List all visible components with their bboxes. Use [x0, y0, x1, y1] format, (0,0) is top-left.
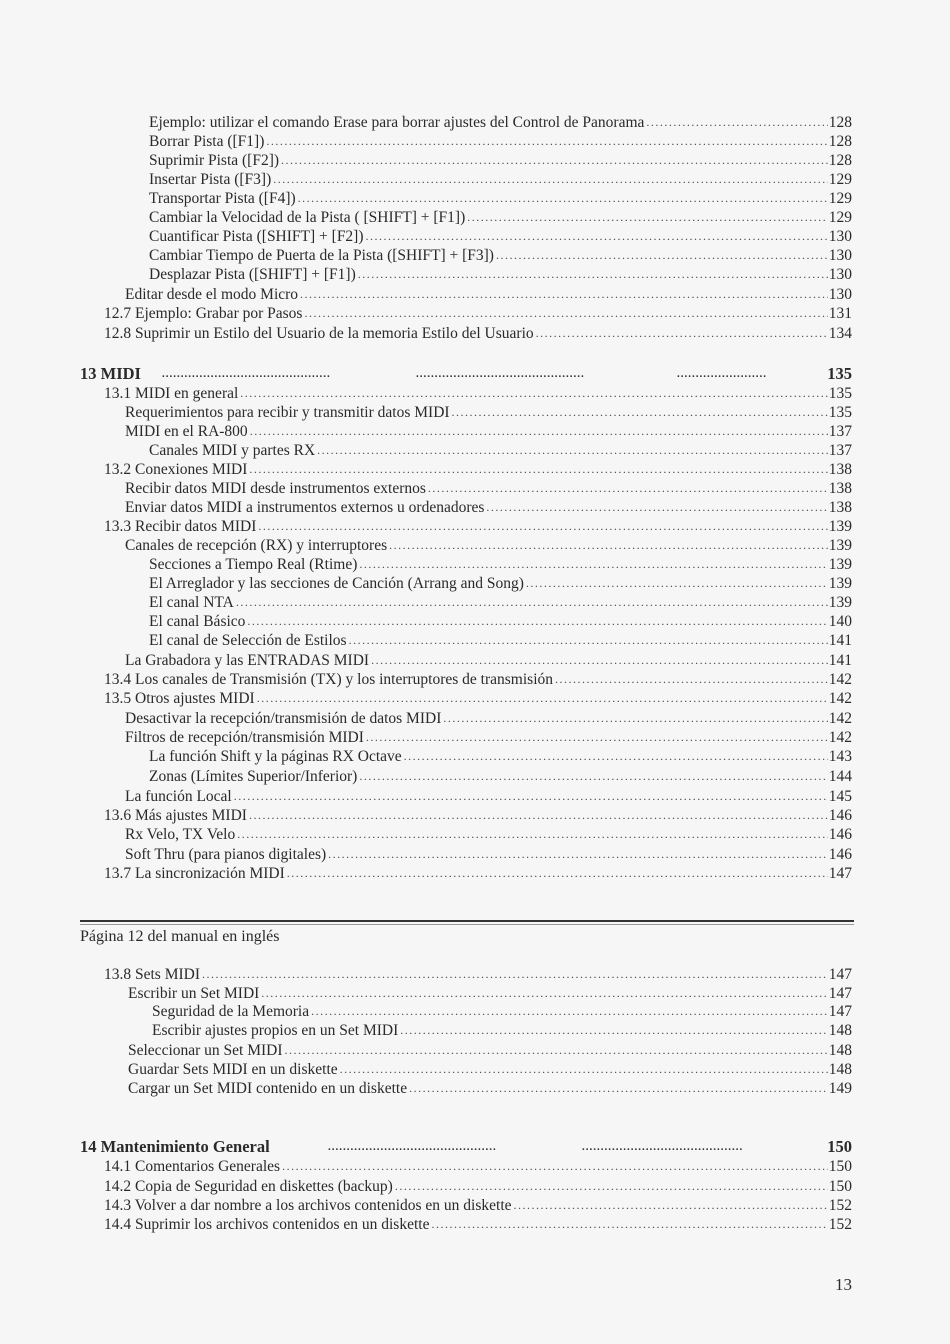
- toc-leader: [285, 1041, 828, 1060]
- toc-entry-title: La función Local: [125, 788, 232, 805]
- toc-entry: [125, 285, 852, 304]
- toc-entry-page: 137: [828, 423, 852, 440]
- toc-entry-page: 139: [828, 594, 852, 611]
- chapter-page: 135: [827, 364, 852, 383]
- toc-entry: [104, 384, 852, 403]
- toc-entry-title: 13.5 Otros ajustes MIDI: [104, 690, 255, 707]
- chapter-heading: [80, 364, 852, 384]
- toc-entry: [149, 574, 852, 593]
- toc-leader: [234, 787, 828, 806]
- toc-entry-title: 13.1 MIDI en general: [104, 385, 239, 402]
- toc-entry-title: Canales MIDI y partes RX: [149, 442, 316, 459]
- toc-leader: [400, 1021, 828, 1040]
- chapter-leader: ...........................................: [582, 1141, 744, 1153]
- toc-entry-title: Seleccionar un Set MIDI: [128, 1042, 283, 1059]
- toc-entry: [149, 593, 852, 612]
- toc-entry-page: 152: [828, 1216, 852, 1233]
- toc-leader: [395, 1177, 828, 1196]
- toc-entry: [104, 670, 852, 689]
- toc-entry: [125, 787, 852, 806]
- toc-entry-page: 142: [828, 690, 852, 707]
- toc-leader: [266, 132, 827, 151]
- toc-leader: [431, 1215, 827, 1234]
- toc-entry-page: 147: [828, 865, 852, 882]
- toc-entry: [149, 747, 852, 766]
- toc-entry: [125, 825, 852, 844]
- toc-entry: [149, 170, 852, 189]
- toc-entry-title: Rx Velo, TX Velo: [125, 826, 236, 843]
- toc-entry-title: El canal de Selección de Estilos: [149, 632, 347, 649]
- toc-entry-title: Desactivar la recepción/transmisión de datos MIDI: [125, 710, 442, 727]
- toc-entry-title: Requerimientos para recibir y transmitir datos MIDI: [125, 404, 450, 421]
- toc-leader: [300, 285, 828, 304]
- toc-entry-page: 142: [828, 710, 852, 727]
- toc-leader: [486, 498, 827, 517]
- toc-leader: [514, 1196, 828, 1215]
- toc-leader: [340, 1060, 828, 1079]
- toc-leader: [358, 265, 828, 284]
- toc-entry-page: 142: [828, 729, 852, 746]
- toc-leader: [428, 479, 828, 498]
- toc-entry-page: 150: [828, 1178, 852, 1195]
- toc-entry-title: 13.4 Los canales de Transmisión (TX) y los interruptores de transmisión: [104, 671, 554, 688]
- toc-entry-title: La Grabadora y las ENTRADAS MIDI: [125, 652, 370, 669]
- toc-entry-page: 129: [828, 209, 852, 226]
- toc-entry: [149, 132, 852, 151]
- toc-leader: [273, 170, 828, 189]
- toc-leader: [282, 1157, 828, 1176]
- toc-entry-title: Transportar Pista ([F4]): [149, 190, 296, 207]
- divider: [80, 920, 854, 922]
- toc-leader: [555, 670, 828, 689]
- toc-entry: [104, 304, 852, 323]
- toc-entry-title: 12.7 Ejemplo: Grabar por Pasos: [104, 305, 303, 322]
- toc-entry: [104, 806, 852, 825]
- toc-entry: [104, 965, 852, 984]
- toc-entry: [149, 631, 852, 650]
- toc-entry-page: 138: [828, 499, 852, 516]
- toc-leader: [536, 324, 828, 343]
- toc-entry: [149, 189, 852, 208]
- toc-entry: [104, 517, 852, 536]
- toc-leader: [366, 728, 828, 747]
- toc-leader: [250, 422, 828, 441]
- chapter-leader: .............................................: [416, 368, 585, 380]
- toc-entry-title: Suprimir Pista ([F2]): [149, 152, 280, 169]
- toc-entry-page: 148: [828, 1022, 852, 1039]
- toc-entry: [125, 403, 852, 422]
- toc-entry-page: 139: [828, 518, 852, 535]
- toc-entry: [149, 555, 852, 574]
- manual-page-note: Página 12 del manual en inglés: [80, 928, 280, 945]
- toc-entry-title: Secciones a Tiempo Real (Rtime): [149, 556, 358, 573]
- toc-entry: [125, 845, 852, 864]
- toc-leader: [287, 864, 828, 883]
- toc-entry: [128, 1041, 852, 1060]
- toc-entry: [149, 612, 852, 631]
- toc-entry-title: Guardar Sets MIDI en un diskette: [128, 1061, 338, 1078]
- toc-entry: [149, 151, 852, 170]
- toc-entry: [149, 441, 852, 460]
- toc-entry-title: Cambiar Tiempo de Puerta de la Pista ([SHIFT] + [F3]): [149, 247, 494, 264]
- toc-leader: [467, 208, 828, 227]
- toc-entry-page: 152: [828, 1197, 852, 1214]
- toc-leader: [371, 651, 828, 670]
- toc-leader: [247, 612, 827, 631]
- toc-entry-page: 144: [828, 768, 852, 785]
- toc-entry-title: Soft Thru (para pianos digitales): [125, 846, 327, 863]
- toc-entry-title: 13.2 Conexiones MIDI: [104, 461, 248, 478]
- toc-entry-title: El canal NTA: [149, 594, 234, 611]
- toc-entry: [104, 460, 852, 479]
- toc-leader: [452, 403, 828, 422]
- toc-entry: [125, 709, 852, 728]
- toc-entry-title: Editar desde el modo Micro: [125, 286, 299, 303]
- toc-entry: [128, 1079, 852, 1098]
- chapter-page: 150: [827, 1137, 852, 1156]
- toc-entry-title: Insertar Pista ([F3]): [149, 171, 272, 188]
- chapter-title: 13 MIDI: [80, 364, 141, 383]
- toc-entry-page: 142: [828, 671, 852, 688]
- toc-entry-title: 13.8 Sets MIDI: [104, 966, 201, 983]
- toc-entry-title: MIDI en el RA-800: [125, 423, 248, 440]
- toc-entry: [149, 246, 852, 265]
- toc-leader: [249, 460, 827, 479]
- toc-entry: [128, 984, 852, 1003]
- toc-entry-page: 145: [828, 788, 852, 805]
- toc-entry: [104, 324, 852, 343]
- toc-entry: [104, 1196, 852, 1215]
- toc-entry: [104, 1215, 852, 1234]
- toc-entry: [125, 422, 852, 441]
- toc-entry-page: 141: [828, 652, 852, 669]
- toc-entry: [149, 767, 852, 786]
- toc-entry-page: 135: [828, 385, 852, 402]
- toc-entry-page: 130: [828, 247, 852, 264]
- chapter-leader: ........................: [677, 368, 767, 380]
- toc-leader: [249, 806, 828, 825]
- toc-entry-title: Seguridad de la Memoria: [152, 1003, 310, 1020]
- toc-entry-title: Cambiar la Velocidad de la Pista ( [SHIFT] + [F1]): [149, 209, 466, 226]
- toc-entry-title: Desplazar Pista ([SHIFT] + [F1]): [149, 266, 356, 283]
- divider: [80, 924, 854, 925]
- toc-entry-title: 13.6 Más ajustes MIDI: [104, 807, 247, 824]
- toc-entry: [104, 1157, 852, 1176]
- chapter-leader: .............................................: [162, 368, 331, 380]
- toc-entry-page: 139: [828, 575, 852, 592]
- toc-leader: [646, 113, 827, 132]
- toc-entry: [104, 864, 852, 883]
- toc-entry-page: 148: [828, 1061, 852, 1078]
- toc-entry: [149, 208, 852, 227]
- toc-entry-title: Escribir ajustes propios en un Set MIDI: [152, 1022, 399, 1039]
- toc-leader: [349, 631, 828, 650]
- toc-entry-page: 141: [828, 632, 852, 649]
- toc-leader: [443, 709, 827, 728]
- toc-entry-page: 137: [828, 442, 852, 459]
- toc-entry: [125, 728, 852, 747]
- chapter-title: 14 Mantenimiento General: [80, 1137, 270, 1156]
- toc-entry-title: 14.3 Volver a dar nombre a los archivos contenidos en un diskette: [104, 1197, 512, 1214]
- toc-entry-title: 13.3 Recibir datos MIDI: [104, 518, 257, 535]
- toc-leader: [261, 984, 827, 1003]
- toc-entry-title: 14.1 Comentarios Generales: [104, 1158, 281, 1175]
- toc-entry-title: El canal Básico: [149, 613, 246, 630]
- toc-entry-title: Recibir datos MIDI desde instrumentos externos: [125, 480, 426, 497]
- toc-leader: [258, 517, 827, 536]
- toc-entry-page: 130: [828, 286, 852, 303]
- toc-entry-title: 14.2 Copia de Seguridad en diskettes (backup): [104, 1178, 393, 1195]
- toc-entry-page: 149: [828, 1080, 852, 1097]
- page-number: 13: [835, 1275, 852, 1294]
- toc-entry: [104, 1177, 852, 1196]
- toc-leader: [236, 593, 828, 612]
- toc-entry-title: Borrar Pista ([F1]): [149, 133, 265, 150]
- toc-leader: [304, 304, 827, 323]
- toc-entry-title: El Arreglador y las secciones de Canción (Arrang and Song): [149, 575, 524, 592]
- toc-entry: [149, 227, 852, 246]
- toc-entry-page: 147: [828, 966, 852, 983]
- toc-leader: [389, 536, 828, 555]
- toc-entry-title: 13.7 La sincronización MIDI: [104, 865, 285, 882]
- toc-entry-title: 14.4 Suprimir los archivos contenidos en un diskette: [104, 1216, 430, 1233]
- toc-entry-page: 139: [828, 556, 852, 573]
- toc-entry-page: 147: [828, 985, 852, 1002]
- toc-leader: [328, 845, 828, 864]
- toc-leader: [240, 384, 827, 403]
- toc-entry-page: 128: [828, 114, 852, 131]
- toc-entry-title: Cargar un Set MIDI contenido en un diskette: [128, 1080, 408, 1097]
- toc-leader: [409, 1079, 828, 1098]
- toc-entry-page: 146: [828, 846, 852, 863]
- toc-leader: [311, 1002, 828, 1021]
- toc-entry-page: 143: [828, 748, 852, 765]
- toc-leader: [298, 189, 828, 208]
- toc-leader: [237, 825, 828, 844]
- toc-leader: [404, 747, 828, 766]
- toc-entry: [125, 498, 852, 517]
- toc-entry-page: 139: [828, 537, 852, 554]
- toc-leader: [257, 689, 828, 708]
- toc-entry-page: 138: [828, 461, 852, 478]
- toc-leader: [317, 441, 828, 460]
- toc-entry-page: 148: [828, 1042, 852, 1059]
- toc-entry: [104, 689, 852, 708]
- toc-entry: [125, 651, 852, 670]
- toc-entry-title: 12.8 Suprimir un Estilo del Usuario de la memoria Estilo del Usuario: [104, 325, 534, 342]
- toc-entry-title: Filtros de recepción/transmisión MIDI: [125, 729, 364, 746]
- toc-entry: [125, 536, 852, 555]
- toc-entry-page: 129: [828, 190, 852, 207]
- toc-leader: [359, 555, 827, 574]
- toc-leader: [526, 574, 828, 593]
- chapter-leader: .............................................: [328, 1141, 497, 1153]
- toc-entry-page: 147: [828, 1003, 852, 1020]
- toc-entry-page: 146: [828, 807, 852, 824]
- toc-leader: [359, 767, 827, 786]
- toc-entry: [125, 479, 852, 498]
- toc-entry-title: Cuantificar Pista ([SHIFT] + [F2]): [149, 228, 364, 245]
- toc-entry-title: Escribir un Set MIDI: [128, 985, 260, 1002]
- toc-entry-page: 128: [828, 133, 852, 150]
- toc-entry-page: 130: [828, 228, 852, 245]
- toc-leader: [202, 965, 828, 984]
- toc-entry-page: 150: [828, 1158, 852, 1175]
- toc-entry-page: 128: [828, 152, 852, 169]
- toc-leader: [281, 151, 828, 170]
- toc-entry-page: 146: [828, 826, 852, 843]
- toc-entry: [152, 1021, 852, 1040]
- toc-entry-page: 131: [828, 305, 852, 322]
- toc-entry-title: Canales de recepción (RX) y interruptores: [125, 537, 388, 554]
- toc-entry-title: Enviar datos MIDI a instrumentos externos u ordenadores: [125, 499, 485, 516]
- toc-leader: [366, 227, 828, 246]
- toc-entry: [149, 113, 852, 132]
- toc-entry-title: La función Shift y la páginas RX Octave: [149, 748, 402, 765]
- toc-entry: [128, 1060, 852, 1079]
- toc-entry-page: 135: [828, 404, 852, 421]
- toc-entry: [152, 1002, 852, 1021]
- chapter-heading: [80, 1137, 852, 1157]
- toc-entry-page: 134: [828, 325, 852, 342]
- toc-entry-page: 140: [828, 613, 852, 630]
- toc-entry-title: Zonas (Límites Superior/Inferior): [149, 768, 358, 785]
- toc-entry-page: 129: [828, 171, 852, 188]
- toc-entry-page: 130: [828, 266, 852, 283]
- toc-entry: [149, 265, 852, 284]
- toc-entry-title: Ejemplo: utilizar el comando Erase para borrar ajustes del Control de Panorama: [149, 114, 645, 131]
- toc-leader: [496, 246, 828, 265]
- toc-entry-page: 138: [828, 480, 852, 497]
